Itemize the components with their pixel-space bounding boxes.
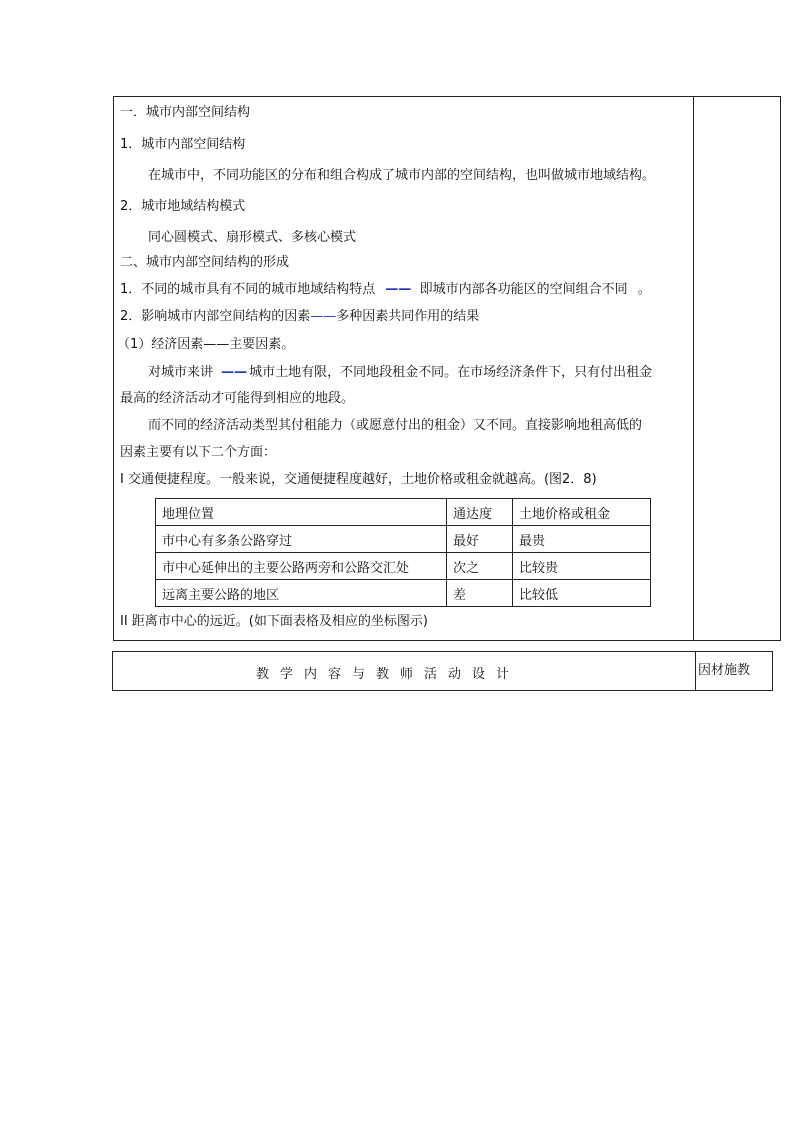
rent-lead: 对城市来讲	[148, 365, 214, 380]
footer-title: 教学内容与教师活动设计	[256, 667, 521, 682]
table-cell: 远离主要公路的地区	[156, 580, 447, 607]
paragraph-models: 同心圆模式、扇形模式、多核心模式	[148, 230, 357, 245]
footer-side-label: 因材施教	[698, 663, 751, 678]
table-row	[156, 553, 651, 580]
table-cell: 比较贵	[513, 553, 651, 580]
paragraph-rent-2: 最高的经济活动才可能得到相应的地段。	[120, 391, 355, 406]
subheading-1-1: 1．城市内部空间结构	[120, 137, 246, 152]
heading-2: 二、城市内部空间结构的形成	[120, 255, 290, 270]
table-cell: 市中心有多条公路穿过	[156, 526, 447, 553]
table-row	[156, 580, 651, 607]
table-row	[156, 526, 651, 553]
characteristics-lead: 1．不同的城市具有不同的城市地域结构特点	[120, 282, 376, 297]
table-header-cell: 通达度	[447, 499, 513, 526]
subheading-1-2: 2．城市地域结构模式	[120, 199, 246, 214]
heading-1: 一．城市内部空间结构	[120, 105, 251, 120]
table-cell: 比较低	[513, 580, 651, 607]
table-header-cell: 地理位置	[156, 499, 447, 526]
blue-dash: ——	[385, 282, 412, 297]
paragraph-rent-1	[148, 364, 652, 382]
paragraph-economic: （1）经济因素——主要因素。	[117, 337, 295, 352]
table-cell: 最好	[447, 526, 513, 553]
paragraph-distance: II 距离市中心的远近。(如下面表格及相应的坐标图示)	[120, 614, 428, 629]
factors-detail: 多种因素共同作用的结果	[336, 309, 480, 324]
table-cell: 市中心延伸出的主要公路两旁和公路交汇处	[156, 553, 447, 580]
location-table	[155, 498, 651, 607]
paragraph-characteristics	[120, 281, 651, 299]
paragraph-ability-2: 因素主要有以下二个方面：	[120, 445, 277, 460]
paragraph-ability-1: 而不同的经济活动类型其付租能力（或愿意付出的租金）又不同。直接影响地租高低的	[148, 418, 643, 433]
paragraph-structure: 在城市中，不同功能区的分布和组合构成了城市内部的空间结构，也叫做城市地域结构。	[148, 168, 656, 183]
table-cell: 差	[447, 580, 513, 607]
factors-lead: 2．影响城市内部空间结构的因素	[120, 309, 311, 324]
table-cell: 次之	[447, 553, 513, 580]
main-side-divider	[693, 96, 694, 641]
table-header-row	[156, 499, 651, 526]
table-header-cell: 土地价格或租金	[513, 499, 651, 526]
paragraph-traffic: I 交通便捷程度。一般来说，交通便捷程度越好，土地价格或租金就越高。(图2．8)	[120, 472, 597, 487]
characteristics-end: 。	[637, 282, 651, 297]
blue-dash: ——	[221, 365, 248, 380]
table-cell: 最贵	[513, 526, 651, 553]
footer-divider	[695, 651, 696, 691]
blue-dash: ——	[310, 309, 337, 324]
characteristics-detail: 即城市内部各功能区的空间组合不同	[419, 282, 628, 297]
rent-detail: 城市土地有限，不同地段租金不同。在市场经济条件下，只有付出租金	[249, 365, 653, 380]
paragraph-factors	[120, 308, 479, 326]
